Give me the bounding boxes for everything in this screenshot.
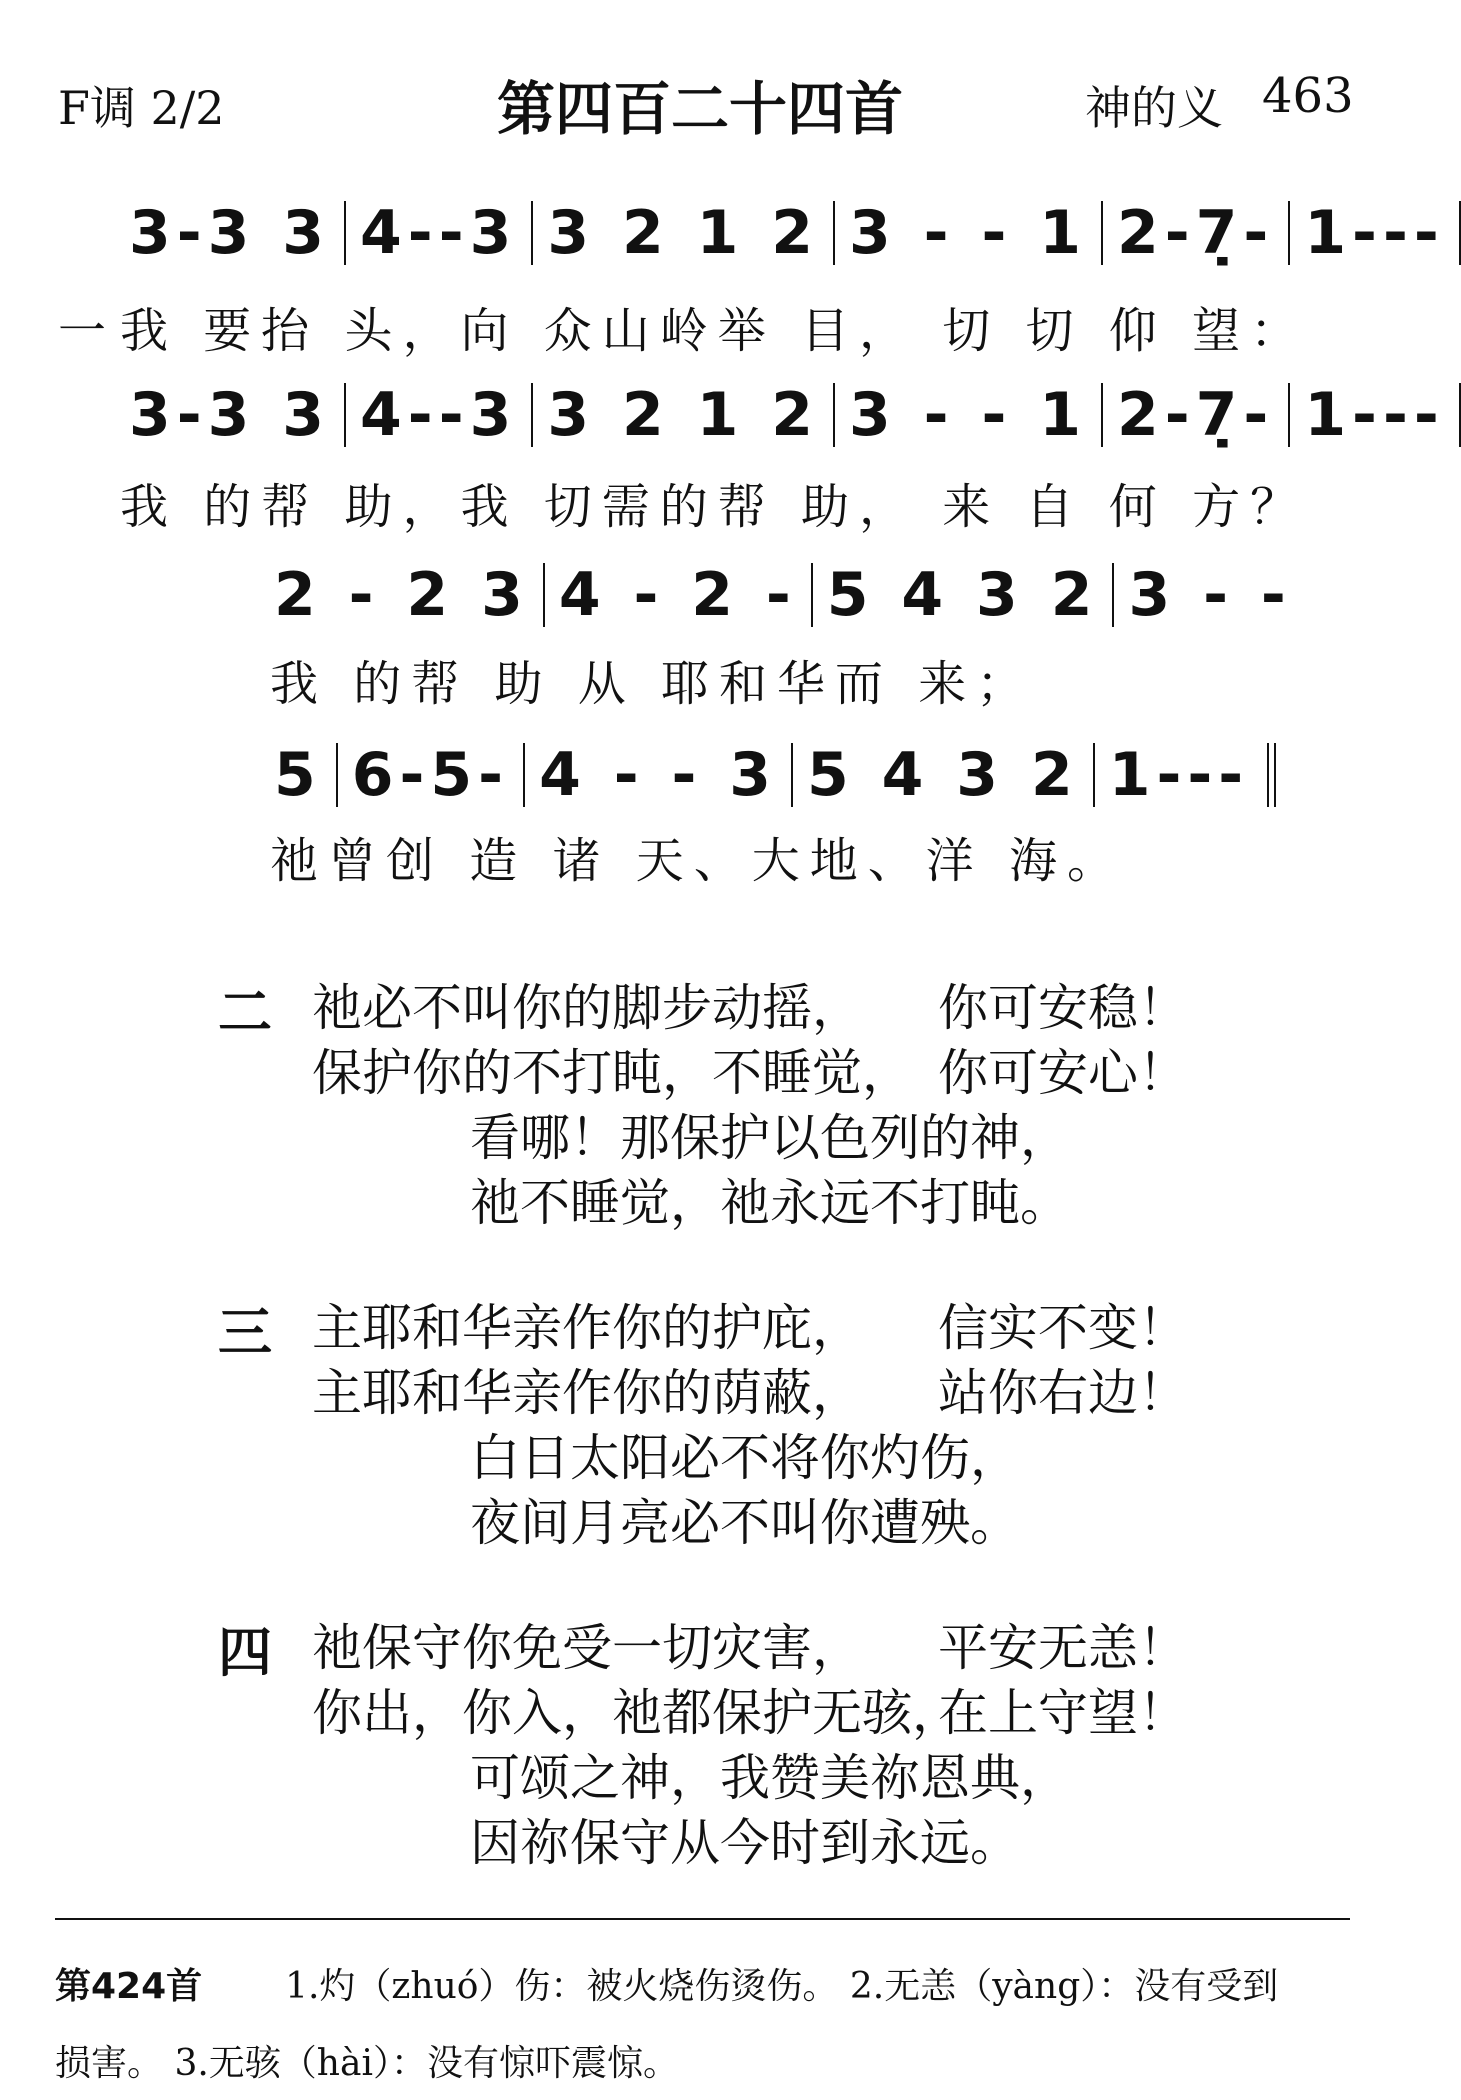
footnote-line-2: 损害。 3.无骇（hài）：没有惊吓震惊。 <box>55 2043 679 2084</box>
measure: 3 - - 1 <box>849 380 1087 450</box>
measure: 3-3 3 <box>129 380 331 450</box>
verse-line-refrain: 信实不变！ <box>938 1299 1188 1357</box>
notation-row-2 <box>115 380 1461 450</box>
verse-line-refrain: 你可安稳！ <box>938 979 1188 1037</box>
verse-line: 祂保守你免受一切灾害， <box>312 1619 862 1677</box>
measure: 3-3 3 <box>129 198 331 268</box>
measure: 5 4 3 2 <box>807 740 1079 810</box>
verse-line: 保护你的不打盹，不睡觉， <box>312 1044 912 1102</box>
measure: 2-7̣- <box>1117 380 1275 450</box>
measure: 3 2 1 2 <box>547 380 820 450</box>
final-double-bar <box>1267 743 1269 807</box>
key-signature: F调 2/2 <box>58 81 225 135</box>
verse-line: 因祢保守从今时到永远。 <box>470 1814 1020 1872</box>
measure: 4--3 <box>360 198 518 268</box>
hymn-category: 神的义 <box>1085 81 1223 135</box>
measure: 6-5- <box>351 740 510 810</box>
verse-line-refrain: 你可安心！ <box>938 1044 1188 1102</box>
verse-line: 主耶和华亲作你的护庇， <box>312 1299 862 1357</box>
footnote-line-1 <box>55 1958 1278 2009</box>
measure: 2 - 2 3 <box>274 560 529 630</box>
verse-number: 四 <box>218 1621 272 1684</box>
bar-line <box>1459 201 1461 265</box>
notation-row-4 <box>260 740 1269 810</box>
measure: 3 - - <box>1128 560 1292 630</box>
footnote-label: 第424首 <box>55 1966 203 2007</box>
lyric-line-4: 祂曾创 造 诸 天、大地、洋 海。 <box>270 833 1126 889</box>
verse-line: 祂必不叫你的脚步动摇， <box>312 979 862 1037</box>
measure: 5 <box>274 740 322 810</box>
verse-line: 白日太阳必不将你灼伤， <box>470 1429 1020 1487</box>
measure: 1--- <box>1304 198 1445 268</box>
footnote-text: 1.灼（zhuó）伤：被火烧伤烫伤。 2.无恙（yàng）：没有受到 <box>285 1966 1279 2007</box>
page-number: 463 <box>1262 68 1354 124</box>
verse-number: 二 <box>218 981 272 1044</box>
measure: 1--- <box>1304 380 1445 450</box>
verse-line-refrain: 在上守望！ <box>938 1684 1188 1742</box>
verse-number: 三 <box>218 1301 272 1364</box>
notation-row-1 <box>115 198 1461 268</box>
measure: 4 - 2 - <box>558 560 797 630</box>
lyric-line-1: 我 要抬 头，向 众山岭举 目， 切 切 仰 望： <box>120 303 1309 359</box>
lyric-line-3: 我 的帮 助 从 耶和华而 来； <box>270 656 1035 712</box>
verse-line: 你出，你入，祂都保护无骇， <box>312 1684 962 1742</box>
measure: 5 4 3 2 <box>826 560 1099 630</box>
verse-line: 祂不睡觉，祂永远不打盹。 <box>470 1174 1070 1232</box>
measure: 4--3 <box>360 380 518 450</box>
verse-line: 看哪！那保护以色列的神， <box>470 1109 1070 1167</box>
footnote-divider <box>55 1918 1350 1920</box>
hymn-title: 第四百二十四首 <box>496 75 903 143</box>
measure: 4 - - 3 <box>539 740 778 810</box>
verse-line: 主耶和华亲作你的荫蔽， <box>312 1364 862 1422</box>
verse-1-marker: 一 <box>58 303 117 359</box>
verse-line: 可颂之神，我赞美祢恩典， <box>470 1749 1070 1807</box>
verse-line-refrain: 平安无恙！ <box>938 1619 1188 1677</box>
measure: 3 - - 1 <box>849 198 1087 268</box>
measure: 2-7̣- <box>1117 198 1275 268</box>
measure: 1--- <box>1108 740 1250 810</box>
measure: 3 2 1 2 <box>547 198 820 268</box>
verse-line-refrain: 站你右边！ <box>938 1364 1188 1422</box>
lyric-line-2: 我 的帮 助，我 切需的帮 助， 来 自 何 方？ <box>120 479 1309 535</box>
verse-line: 夜间月亮必不叫你遭殃。 <box>470 1494 1020 1552</box>
notation-row-3 <box>260 560 1306 630</box>
bar-line <box>1459 383 1461 447</box>
